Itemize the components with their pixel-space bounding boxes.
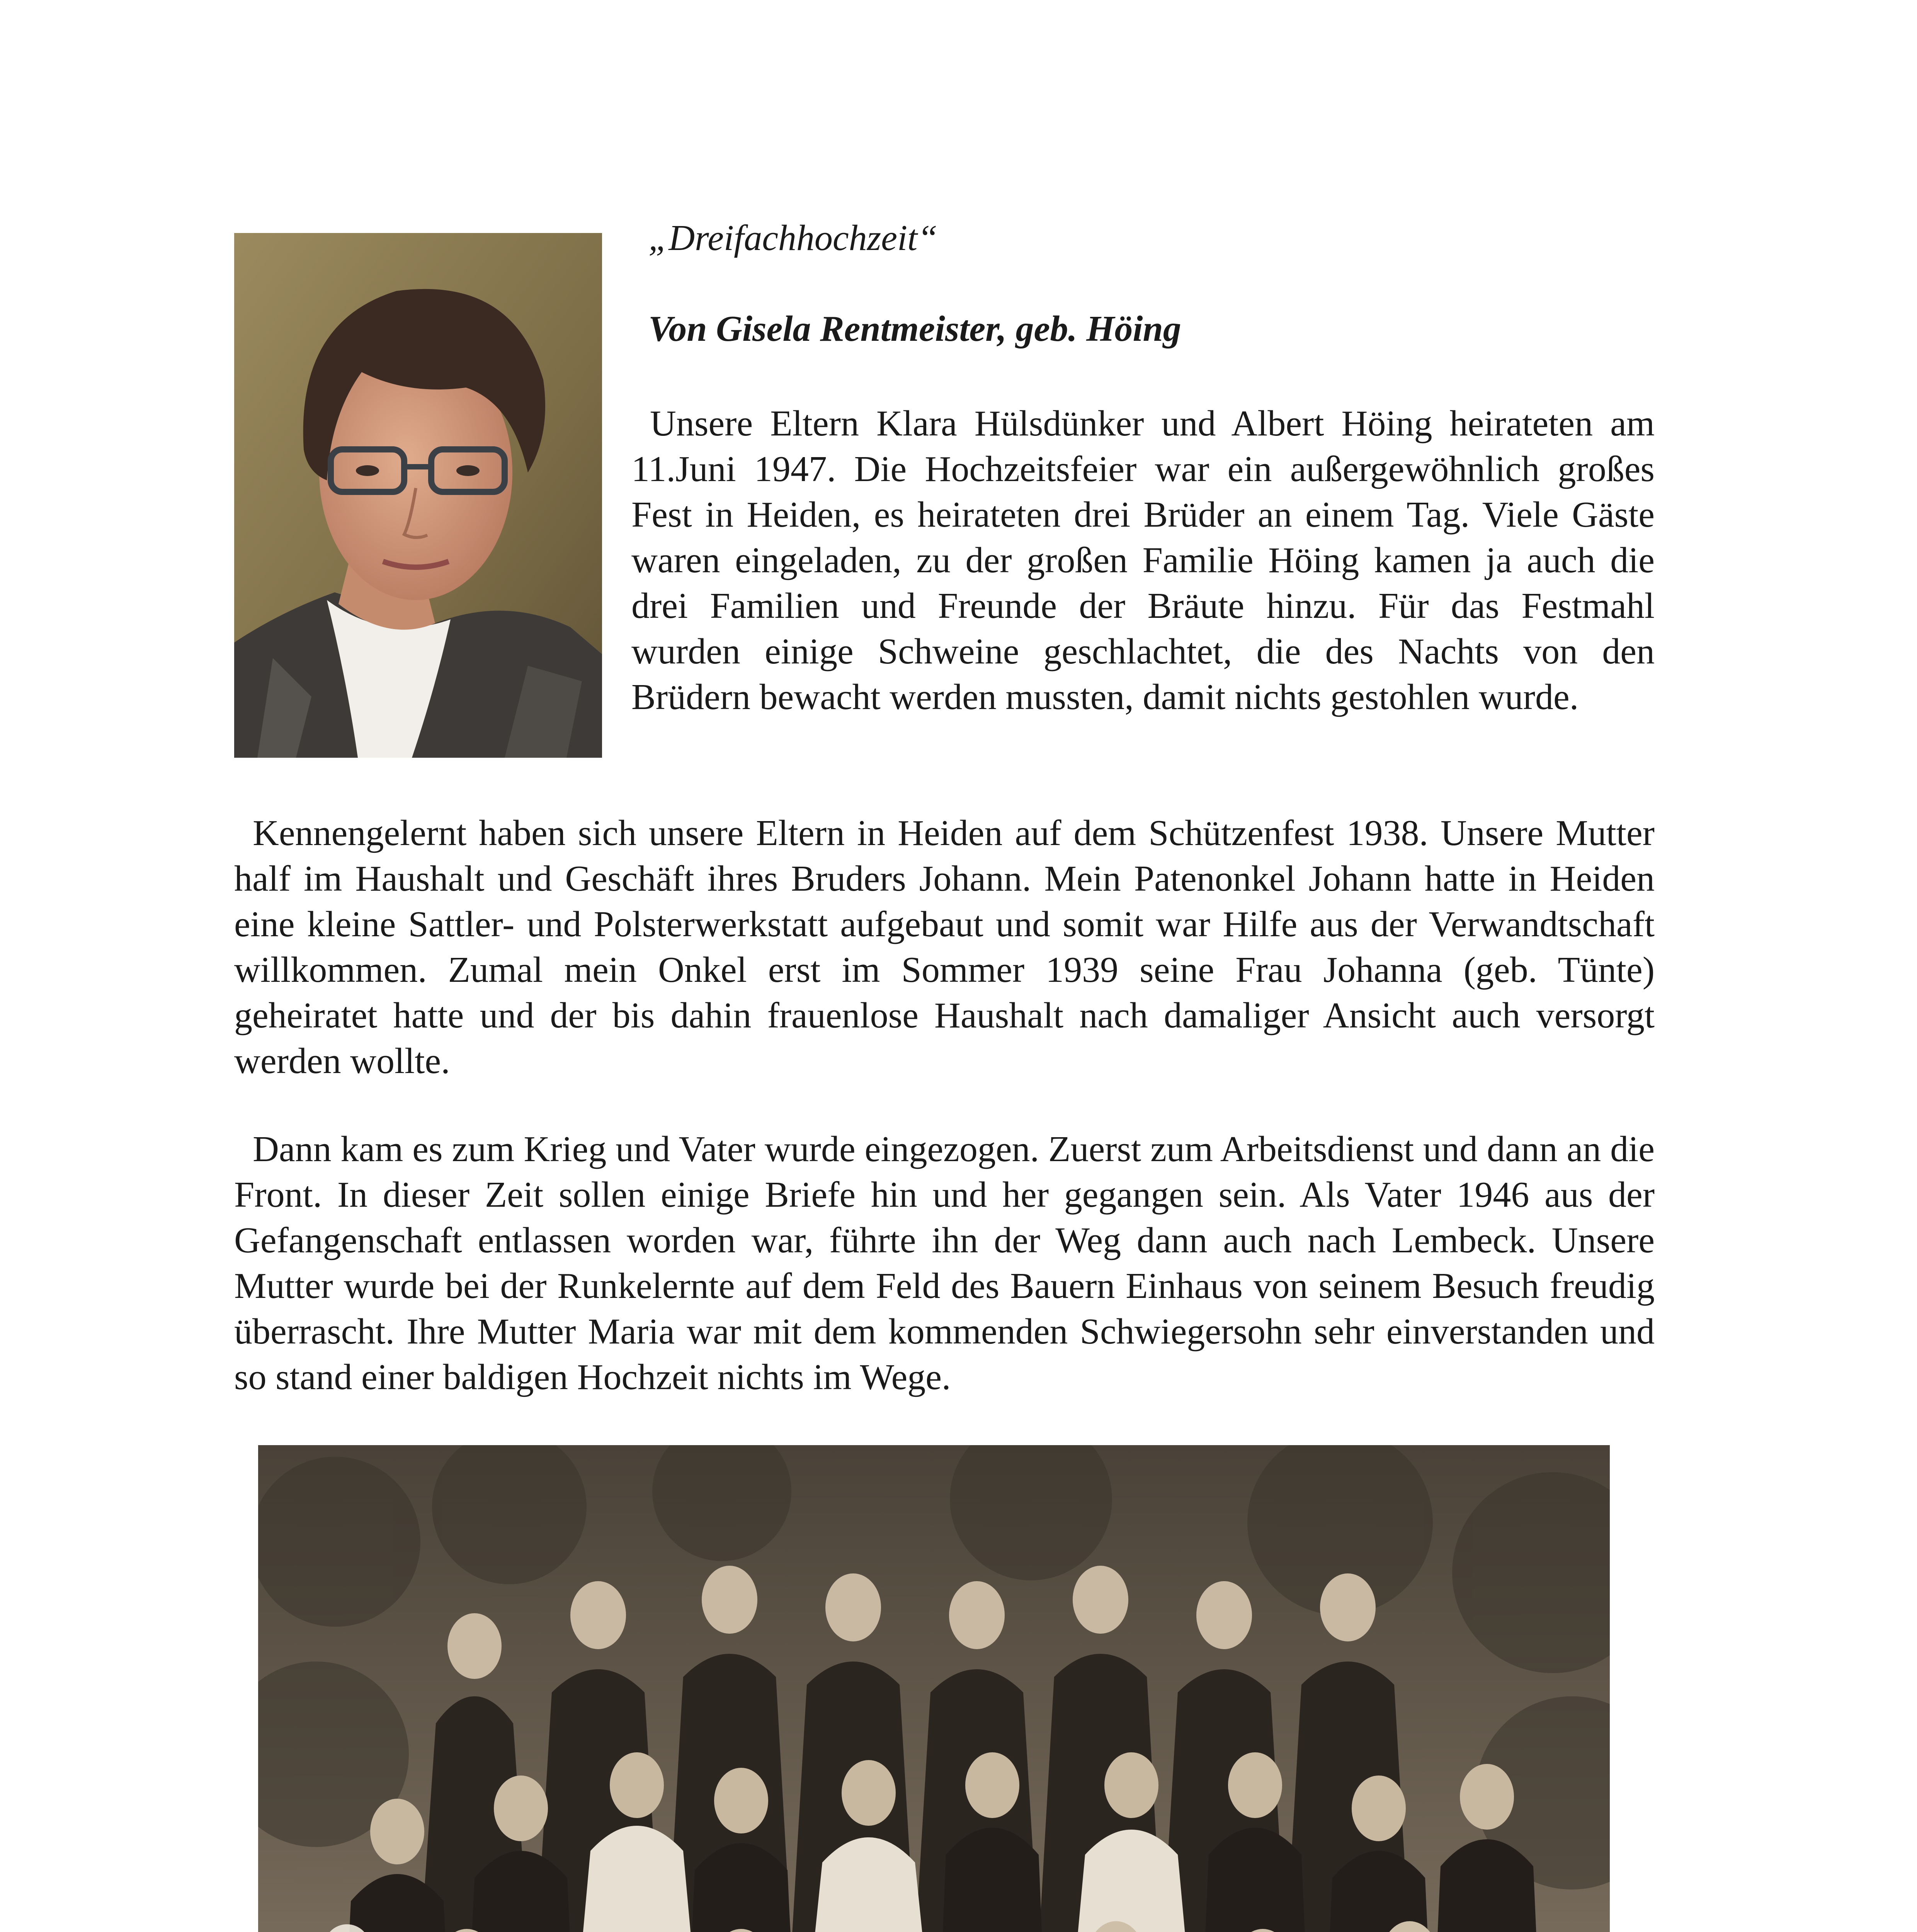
wedding-group-photo (258, 1445, 1610, 1932)
article-author: Von Gisela Rentmeister, geb. Höing (648, 309, 1181, 349)
author-portrait-photo (234, 233, 602, 758)
article-title: „Dreifachhochzeit“ (648, 218, 938, 258)
paragraph-3: Dann kam es zum Krieg und Vater wurde eingezogen. Zuerst zum Arbeitsdienst und dann an die Front. In dieser Zeit sollen einige Briefe hin und her gegangen sein. Als Vater 1946 aus der Gefangenschaft entlassen worden war, führte ihn der Weg dann auch nach Lembeck. Unsere Mutter wurde bei der Runkelernte auf dem Feld des Bauern Einhaus von seinem Besuch freudig überrascht. Ihre Mutter Maria war mit dem kommenden Schwiegersohn sehr einverstanden und so stand einer baldigen Hochzeit nichts im Wege. (234, 1129, 1655, 1397)
portrait-illustration (234, 233, 602, 758)
paragraph-1: Unsere Eltern Klara Hülsdünker und Albert Höing heirateten am 11.Juni 1947. Die Hochzeitsfeier war ein außergewöhnlich großes Fest in Heiden, es heirateten drei Brüder an einem Tag. Viele Gäste waren eingeladen, zu der großen Familie Höing kamen ja auch die drei Familien und Freunde der Bräute hinzu. Für das Festmahl wurden einige Schweine geschlachtet, die des Nachts von den Brüdern bewacht werden mussten, damit nichts gestohlen wurde. (631, 403, 1655, 717)
paragraph-2: Kennengelernt haben sich unsere Eltern in Heiden auf dem Schützenfest 1938. Unsere Mutter half im Haushalt und Geschäft ihres Bruders Johann. Mein Patenonkel Johann hatte in Heiden eine kleine Sattler- und Polsterwerkstatt aufgebaut und somit war Hilfe aus der Verwandtschaft willkommen. Zumal mein Onkel erst im Sommer 1939 seine Frau Johanna (geb. Tünte) geheiratet hatte und der bis dahin frauenlose Haushalt nach damaliger Ansicht auch versorgt werden wollte. (234, 813, 1655, 1081)
group-photo-illustration (258, 1445, 1610, 1932)
